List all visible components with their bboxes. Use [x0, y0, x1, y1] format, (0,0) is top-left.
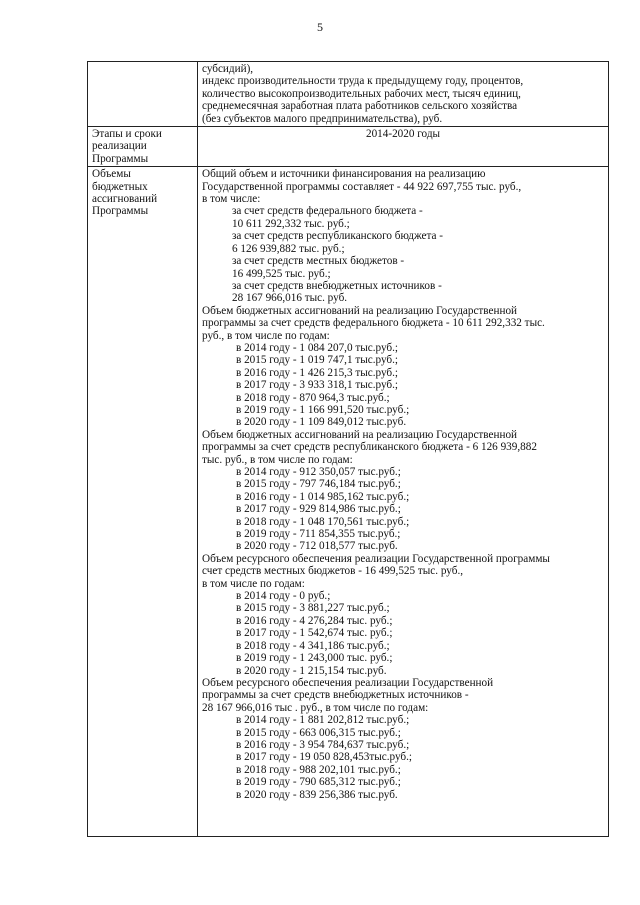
- budget-text-line: 28 167 966,016 тыс . руб., в том числе по годам:: [202, 701, 429, 714]
- budget-text-line: Объем ресурсного обеспечения реализации Государственной программы: [202, 552, 550, 565]
- indicators-label-cell: [88, 62, 198, 127]
- year-amount-line: в 2018 году - 988 202,101 тыс.руб.;: [236, 763, 401, 776]
- year-amount-line: в 2015 году - 3 881,227 тыс.руб.;: [236, 602, 390, 615]
- year-amount-line: в 2019 году - 1 166 991,520 тыс.руб.;: [236, 403, 410, 416]
- budget-label-cell: [88, 167, 198, 837]
- year-amount-line: в 2020 году - 1 215,154 тыс.руб.: [236, 664, 387, 677]
- year-amount-line: в 2016 году - 1 426 215,3 тыс.руб.;: [236, 366, 399, 379]
- budget-text-line: Объем бюджетных ассигнований на реализацию Государственной: [202, 304, 518, 317]
- year-amount-line: в 2020 году - 1 109 849,012 тыс.руб.: [236, 416, 407, 429]
- indicator-line: (без субъектов малого предпринимательства), руб.: [202, 112, 443, 125]
- year-amount-line: в 2015 году - 1 019 747,1 тыс.руб.;: [236, 354, 399, 367]
- budget-text-line: Объем бюджетных ассигнований на реализацию Государственной: [202, 428, 518, 441]
- table-row-stages: [88, 127, 609, 167]
- indicator-line: индекс производительности труда к предыдущему году, процентов,: [202, 75, 524, 88]
- year-amount-line: в 2016 году - 1 014 985,162 тыс.руб.;: [236, 490, 410, 503]
- budget-text-line: руб., в том числе по годам:: [202, 329, 330, 342]
- source-line: 16 499,525 тыс. руб.;: [232, 267, 331, 280]
- year-amount-line: в 2016 году - 4 276,284 тыс. руб.;: [236, 614, 393, 627]
- year-amount-line: в 2014 году - 912 350,057 тыс.руб.;: [236, 466, 401, 478]
- table-row-indicators: [88, 62, 609, 127]
- indicators-value-cell: [198, 62, 609, 127]
- source-line: за счет средств республиканского бюджета -: [232, 230, 444, 243]
- stages-label-line: Программы: [92, 152, 149, 165]
- program-passport-table: [87, 61, 609, 837]
- year-amount-line: в 2019 году - 711 854,355 тыс.руб.;: [236, 528, 401, 541]
- stages-label-line: реализации: [92, 140, 147, 153]
- year-amount-line: в 2020 году - 712 018,577 тыс.руб.: [236, 540, 398, 553]
- source-line: за счет средств внебюджетных источников -: [232, 279, 442, 292]
- source-line: 28 167 966,016 тыс. руб.: [232, 292, 348, 305]
- year-amount-line: в 2014 году - 1 881 202,812 тыс.руб.;: [236, 714, 410, 727]
- year-amount-line: в 2017 году - 1 542,674 тыс. руб.;: [236, 627, 393, 640]
- year-amount-line: в 2018 году - 870 964,3 тыс.руб.;: [236, 391, 390, 404]
- year-amount-line: в 2017 году - 19 050 828,453тыс.руб.;: [236, 751, 413, 764]
- budget-label-line: Программы: [92, 205, 149, 218]
- year-amount-line: в 2015 году - 663 006,315 тыс.руб.;: [236, 726, 401, 739]
- table-row-budget: [88, 167, 609, 837]
- budget-text-line: Общий объем и источники финансирования на реализацию: [202, 168, 486, 181]
- year-amount-line: в 2014 году - 1 084 207,0 тыс.руб.;: [236, 341, 399, 354]
- stages-label-cell: [88, 127, 198, 167]
- budget-label-line: бюджетных: [92, 180, 148, 193]
- year-amount-line: в 2020 году - 839 256,386 тыс.руб.: [236, 788, 398, 801]
- budget-label-line: ассигнований: [92, 193, 158, 206]
- year-amount-line: в 2019 году - 790 685,312 тыс.руб.;: [236, 776, 401, 789]
- budget-text-line: программы за счет средств федерального бюджета - 10 611 292,332 тыс.: [202, 317, 545, 330]
- indicator-line: количество высокопроизводительных рабочих мест, тысяч единиц,: [202, 87, 521, 100]
- year-amount-line: в 2019 году - 1 243,000 тыс. руб.;: [236, 652, 393, 665]
- budget-text-line: Объем ресурсного обеспечения реализации Государственной: [202, 676, 494, 689]
- budget-text-line: программы за счет средств внебюджетных источников -: [202, 689, 469, 702]
- year-amount-line: в 2014 году - 0 руб.;: [236, 590, 331, 603]
- indicator-line: субсидий),: [202, 63, 254, 75]
- source-line: за счет средств местных бюджетов -: [232, 255, 405, 268]
- budget-text-line: тыс. руб., в том числе по годам:: [202, 453, 353, 466]
- year-amount-line: в 2017 году - 3 933 318,1 тыс.руб.;: [236, 379, 399, 392]
- budget-text-line: Государственной программы составляет - 44 922 697,755 тыс. руб.,: [202, 180, 522, 193]
- budget-label-line: Объемы: [92, 168, 131, 181]
- year-amount-line: в 2015 году - 797 746,184 тыс.руб.;: [236, 478, 401, 491]
- year-amount-line: в 2018 году - 1 048 170,561 тыс.руб.;: [236, 515, 410, 528]
- budget-text-line: в том числе по годам:: [202, 577, 305, 590]
- year-amount-line: в 2017 году - 929 814,986 тыс.руб.;: [236, 503, 401, 516]
- budget-text-line: программы за счет средств республиканского бюджета - 6 126 939,882: [202, 441, 537, 454]
- stages-label-line: Этапы и сроки: [92, 128, 162, 141]
- budget-text-line: счет средств местных бюджетов - 16 499,525 тыс. руб.,: [202, 565, 464, 578]
- indicator-line: среднемесячная заработная плата работников сельского хозяйства: [202, 100, 518, 113]
- source-line: 6 126 939,882 тыс. руб.;: [232, 242, 345, 255]
- page-number: 5: [317, 20, 323, 34]
- stages-value-cell: 2014-2020 годы: [198, 127, 609, 167]
- source-line: за счет средств федерального бюджета -: [232, 205, 423, 218]
- year-amount-line: в 2018 году - 4 341,186 тыс.руб.;: [236, 639, 390, 652]
- year-amount-line: в 2016 году - 3 954 784,637 тыс.руб.;: [236, 738, 410, 751]
- source-line: 10 611 292,332 тыс. руб.;: [232, 217, 350, 230]
- budget-text-line: в том числе:: [202, 193, 261, 206]
- budget-value-cell: [198, 167, 609, 837]
